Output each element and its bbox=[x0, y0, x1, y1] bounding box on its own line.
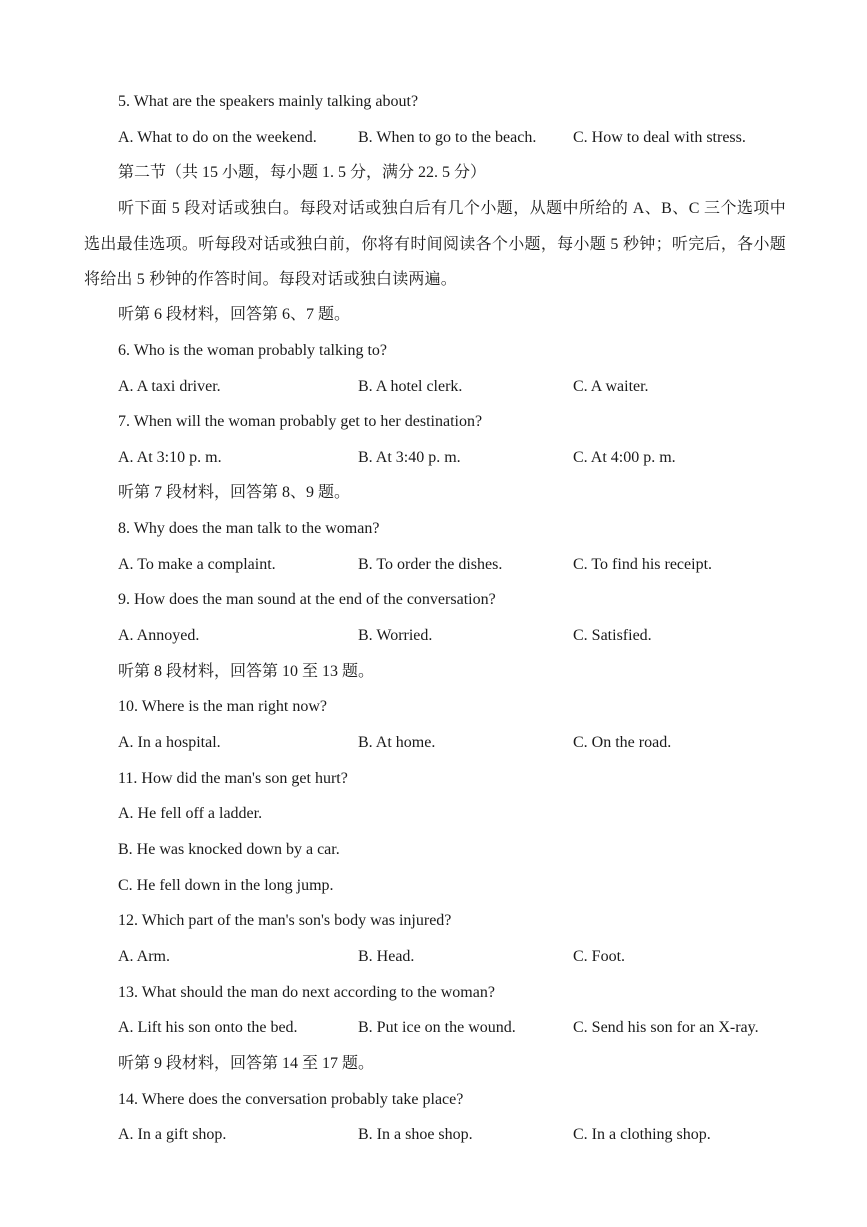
question-14: 14. Where does the conversation probably take place? bbox=[118, 1091, 464, 1108]
option-a: A. A taxi driver. bbox=[118, 378, 221, 395]
section-heading: 第二节（共 15 小题，每小题 1. 5 分，满分 22. 5 分） bbox=[118, 164, 487, 181]
option-b: B. A hotel clerk. bbox=[358, 378, 463, 395]
question-6: 6. Who is the woman probably talking to? bbox=[118, 342, 387, 359]
option-a: A. In a hospital. bbox=[118, 734, 221, 751]
material-9-label: 听第 9 段材料，回答第 14 至 17 题。 bbox=[118, 1055, 375, 1072]
option-c: C. Send his son for an X-ray. bbox=[573, 1019, 759, 1036]
question-12: 12. Which part of the man's son's body was injured? bbox=[118, 912, 452, 929]
option-c: C. Foot. bbox=[573, 948, 626, 965]
question-11-option-a: A. He fell off a ladder. bbox=[118, 805, 263, 822]
material-7-label: 听第 7 段材料，回答第 8、9 题。 bbox=[118, 484, 351, 501]
option-c: C. A waiter. bbox=[573, 378, 649, 395]
question-9: 9. How does the man sound at the end of the conversation? bbox=[118, 591, 496, 608]
option-b: B. To order the dishes. bbox=[358, 556, 503, 573]
section-instructions: 听下面 5 段对话或独白。每段对话或独白后有几个小题，从题中所给的 A、B、C 三个选项中选出最佳选项。听每段对话或独白前，你将有时间阅读各个小题，每小题 5 秒钟；听完后，各小题将给出 5 秒钟的作答时间。每段对话或独白读两遍。 bbox=[84, 200, 786, 288]
option-a: A. To make a complaint. bbox=[118, 556, 276, 573]
option-b: B. In a shoe shop. bbox=[358, 1126, 473, 1143]
option-a: A. Annoyed. bbox=[118, 627, 200, 644]
question-8: 8. Why does the man talk to the woman? bbox=[118, 520, 380, 537]
question-10: 10. Where is the man right now? bbox=[118, 698, 327, 715]
option-b: B. At home. bbox=[358, 734, 436, 751]
option-b: B. When to go to the beach. bbox=[358, 129, 537, 146]
option-c: C. How to deal with stress. bbox=[573, 129, 746, 146]
option-b: B. Worried. bbox=[358, 627, 433, 644]
question-11: 11. How did the man's son get hurt? bbox=[118, 770, 348, 787]
question-11-option-b: B. He was knocked down by a car. bbox=[118, 841, 340, 858]
option-c: C. Satisfied. bbox=[573, 627, 652, 644]
option-b: B. At 3:40 p. m. bbox=[358, 449, 461, 466]
option-c: C. In a clothing shop. bbox=[573, 1126, 711, 1143]
option-a: A. At 3:10 p. m. bbox=[118, 449, 222, 466]
material-8-label: 听第 8 段材料，回答第 10 至 13 题。 bbox=[118, 663, 375, 680]
option-c: C. At 4:00 p. m. bbox=[573, 449, 676, 466]
option-a: A. What to do on the weekend. bbox=[118, 129, 317, 146]
material-6-label: 听第 6 段材料，回答第 6、7 题。 bbox=[118, 306, 351, 323]
option-a: A. In a gift shop. bbox=[118, 1126, 227, 1143]
question-11-option-c: C. He fell down in the long jump. bbox=[118, 877, 334, 894]
option-b: B. Put ice on the wound. bbox=[358, 1019, 516, 1036]
question-5: 5. What are the speakers mainly talking about? bbox=[118, 93, 419, 110]
option-c: C. On the road. bbox=[573, 734, 672, 751]
option-a: A. Lift his son onto the bed. bbox=[118, 1019, 298, 1036]
option-b: B. Head. bbox=[358, 948, 415, 965]
option-a: A. Arm. bbox=[118, 948, 170, 965]
option-c: C. To find his receipt. bbox=[573, 556, 713, 573]
question-13: 13. What should the man do next according to the woman? bbox=[118, 984, 495, 1001]
question-7: 7. When will the woman probably get to her destination? bbox=[118, 413, 483, 430]
